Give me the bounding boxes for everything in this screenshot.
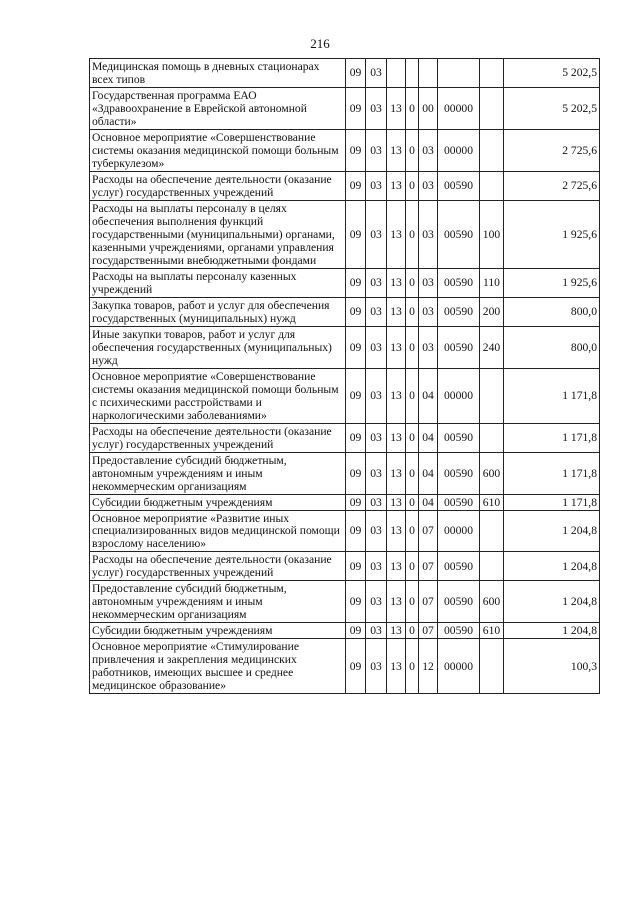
row-name-cell: Расходы на обеспечение деятельности (оказание услуг) государственных учреждений [90,423,346,452]
amount-cell: 1 925,6 [504,268,600,297]
program-code-cell: 13 [387,452,406,494]
direction-code-cell: 00590 [438,171,480,200]
program-code-cell: 13 [387,423,406,452]
table-row [90,171,600,200]
table-row [90,59,600,88]
table-row [90,423,600,452]
direction-code-cell: 00590 [438,297,480,326]
table-row [90,510,600,552]
amount-cell: 1 204,8 [504,623,600,639]
row-name-cell: Предоставление субсидий бюджетным, автономным учреждениям и иным некоммерческим организациям [90,452,346,494]
page-number: 216 [310,36,330,51]
amount-cell: 5 202,5 [504,59,600,88]
table-row [90,581,600,623]
direction-code-cell: 00590 [438,200,480,268]
table-row [90,326,600,368]
subprogram-code-cell: 0 [406,200,419,268]
event-code-cell [419,59,438,88]
subsection-code-cell: 03 [366,639,387,694]
subprogram-code-cell [406,59,419,88]
row-name-cell: Расходы на обеспечение деятельности (оказание услуг) государственных учреждений [90,171,346,200]
program-code-cell [387,59,406,88]
section-code-cell: 09 [346,59,366,88]
event-code-cell: 03 [419,326,438,368]
program-code-cell: 13 [387,552,406,581]
event-code-cell: 00 [419,87,438,129]
row-name-cell: Основное мероприятие «Совершенствование системы оказания медицинской помощи больным с психическими расстройствами и наркологическими заболеваниями» [90,368,346,423]
expense-type-cell [480,423,504,452]
subprogram-code-cell: 0 [406,171,419,200]
program-code-cell: 13 [387,200,406,268]
row-name-cell: Субсидии бюджетным учреждениям [90,623,346,639]
direction-code-cell: 00590 [438,552,480,581]
row-name-cell: Иные закупки товаров, работ и услуг для обеспечения государственных (муниципальных) нужд [90,326,346,368]
section-code-cell: 09 [346,171,366,200]
row-name-cell: Медицинская помощь в дневных стационарах всех типов [90,59,346,88]
subprogram-code-cell: 0 [406,326,419,368]
subprogram-code-cell: 0 [406,87,419,129]
direction-code-cell: 00000 [438,87,480,129]
table-row [90,552,600,581]
direction-code-cell [438,59,480,88]
row-name-cell: Основное мероприятие «Стимулирование привлечения и закрепления медицинских работников, имеющих высшее и среднее медицинское образование» [90,639,346,694]
event-code-cell: 07 [419,581,438,623]
amount-cell: 1 204,8 [504,552,600,581]
program-code-cell: 13 [387,639,406,694]
subsection-code-cell: 03 [366,297,387,326]
event-code-cell: 04 [419,452,438,494]
event-code-cell: 03 [419,171,438,200]
program-code-cell: 13 [387,171,406,200]
subprogram-code-cell: 0 [406,494,419,510]
subprogram-code-cell: 0 [406,129,419,171]
expense-type-cell [480,129,504,171]
subprogram-code-cell: 0 [406,297,419,326]
direction-code-cell: 00000 [438,639,480,694]
budget-table-body [90,59,600,694]
subsection-code-cell: 03 [366,268,387,297]
row-name-cell: Основное мероприятие «Совершенствование системы оказания медицинской помощи больным туберкулезом» [90,129,346,171]
program-code-cell: 13 [387,129,406,171]
table-row [90,129,600,171]
subprogram-code-cell: 0 [406,452,419,494]
amount-cell: 1 925,6 [504,200,600,268]
subprogram-code-cell: 0 [406,423,419,452]
program-code-cell: 13 [387,623,406,639]
amount-cell: 800,0 [504,297,600,326]
section-code-cell: 09 [346,452,366,494]
amount-cell: 1 171,8 [504,368,600,423]
amount-cell: 5 202,5 [504,87,600,129]
table-row [90,368,600,423]
subsection-code-cell: 03 [366,494,387,510]
program-code-cell: 13 [387,87,406,129]
subprogram-code-cell: 0 [406,581,419,623]
event-code-cell: 07 [419,623,438,639]
direction-code-cell: 00590 [438,581,480,623]
table-row [90,452,600,494]
section-code-cell: 09 [346,581,366,623]
section-code-cell: 09 [346,268,366,297]
section-code-cell: 09 [346,87,366,129]
amount-cell: 2 725,6 [504,129,600,171]
section-code-cell: 09 [346,639,366,694]
row-name-cell: Закупка товаров, работ и услуг для обеспечения государственных (муниципальных) нужд [90,297,346,326]
expense-type-cell [480,171,504,200]
amount-cell: 1 171,8 [504,452,600,494]
expense-type-cell [480,552,504,581]
amount-cell: 1 204,8 [504,510,600,552]
subsection-code-cell: 03 [366,200,387,268]
section-code-cell: 09 [346,552,366,581]
expense-type-cell [480,87,504,129]
event-code-cell: 04 [419,494,438,510]
event-code-cell: 03 [419,297,438,326]
section-code-cell: 09 [346,326,366,368]
expense-type-cell [480,639,504,694]
event-code-cell: 07 [419,552,438,581]
direction-code-cell: 00590 [438,623,480,639]
event-code-cell: 04 [419,368,438,423]
expense-type-cell: 110 [480,268,504,297]
row-name-cell: Расходы на выплаты персоналу в целях обеспечения выполнения функций государственными (муниципальными) органами, казенными учреждениями, органами управления государственными внебюджетными фондами [90,200,346,268]
subprogram-code-cell: 0 [406,368,419,423]
direction-code-cell: 00590 [438,423,480,452]
expense-type-cell: 600 [480,452,504,494]
expense-type-cell: 200 [480,297,504,326]
budget-table [89,58,600,694]
subprogram-code-cell: 0 [406,268,419,297]
program-code-cell: 13 [387,368,406,423]
subprogram-code-cell: 0 [406,639,419,694]
section-code-cell: 09 [346,510,366,552]
expense-type-cell [480,510,504,552]
subsection-code-cell: 03 [366,423,387,452]
row-name-cell: Основное мероприятие «Развитие иных специализированных видов медицинской помощи взрослому населению» [90,510,346,552]
program-code-cell: 13 [387,268,406,297]
table-row [90,494,600,510]
direction-code-cell: 00000 [438,129,480,171]
expense-type-cell: 240 [480,326,504,368]
program-code-cell: 13 [387,510,406,552]
subprogram-code-cell: 0 [406,552,419,581]
program-code-cell: 13 [387,297,406,326]
subsection-code-cell: 03 [366,623,387,639]
section-code-cell: 09 [346,623,366,639]
direction-code-cell: 00000 [438,510,480,552]
subsection-code-cell: 03 [366,129,387,171]
event-code-cell: 12 [419,639,438,694]
row-name-cell: Расходы на обеспечение деятельности (оказание услуг) государственных учреждений [90,552,346,581]
direction-code-cell: 00590 [438,326,480,368]
expense-type-cell: 600 [480,581,504,623]
table-row [90,297,600,326]
event-code-cell: 04 [419,423,438,452]
row-name-cell: Предоставление субсидий бюджетным, автономным учреждениям и иным некоммерческим организациям [90,581,346,623]
expense-type-cell [480,59,504,88]
row-name-cell: Расходы на выплаты персоналу казенных учреждений [90,268,346,297]
expense-type-cell: 100 [480,200,504,268]
event-code-cell: 03 [419,268,438,297]
event-code-cell: 03 [419,129,438,171]
subsection-code-cell: 03 [366,552,387,581]
table-row [90,639,600,694]
subsection-code-cell: 03 [366,452,387,494]
expense-type-cell: 610 [480,623,504,639]
subsection-code-cell: 03 [366,581,387,623]
section-code-cell: 09 [346,423,366,452]
section-code-cell: 09 [346,494,366,510]
direction-code-cell: 00590 [438,452,480,494]
amount-cell: 800,0 [504,326,600,368]
table-row [90,87,600,129]
subprogram-code-cell: 0 [406,510,419,552]
row-name-cell: Государственная программа ЕАО «Здравоохранение в Еврейской автономной области» [90,87,346,129]
table-row [90,268,600,297]
subsection-code-cell: 03 [366,326,387,368]
subsection-code-cell: 03 [366,510,387,552]
table-row [90,623,600,639]
subsection-code-cell: 03 [366,171,387,200]
event-code-cell: 07 [419,510,438,552]
section-code-cell: 09 [346,368,366,423]
section-code-cell: 09 [346,200,366,268]
program-code-cell: 13 [387,581,406,623]
program-code-cell: 13 [387,494,406,510]
amount-cell: 2 725,6 [504,171,600,200]
expense-type-cell: 610 [480,494,504,510]
amount-cell: 1 171,8 [504,423,600,452]
direction-code-cell: 00590 [438,268,480,297]
event-code-cell: 03 [419,200,438,268]
row-name-cell: Субсидии бюджетным учреждениям [90,494,346,510]
expense-type-cell [480,368,504,423]
table-row [90,200,600,268]
subsection-code-cell: 03 [366,87,387,129]
subsection-code-cell: 03 [366,59,387,88]
amount-cell: 100,3 [504,639,600,694]
subprogram-code-cell: 0 [406,623,419,639]
subsection-code-cell: 03 [366,368,387,423]
section-code-cell: 09 [346,297,366,326]
direction-code-cell: 00000 [438,368,480,423]
program-code-cell: 13 [387,326,406,368]
amount-cell: 1 171,8 [504,494,600,510]
direction-code-cell: 00590 [438,494,480,510]
section-code-cell: 09 [346,129,366,171]
amount-cell: 1 204,8 [504,581,600,623]
